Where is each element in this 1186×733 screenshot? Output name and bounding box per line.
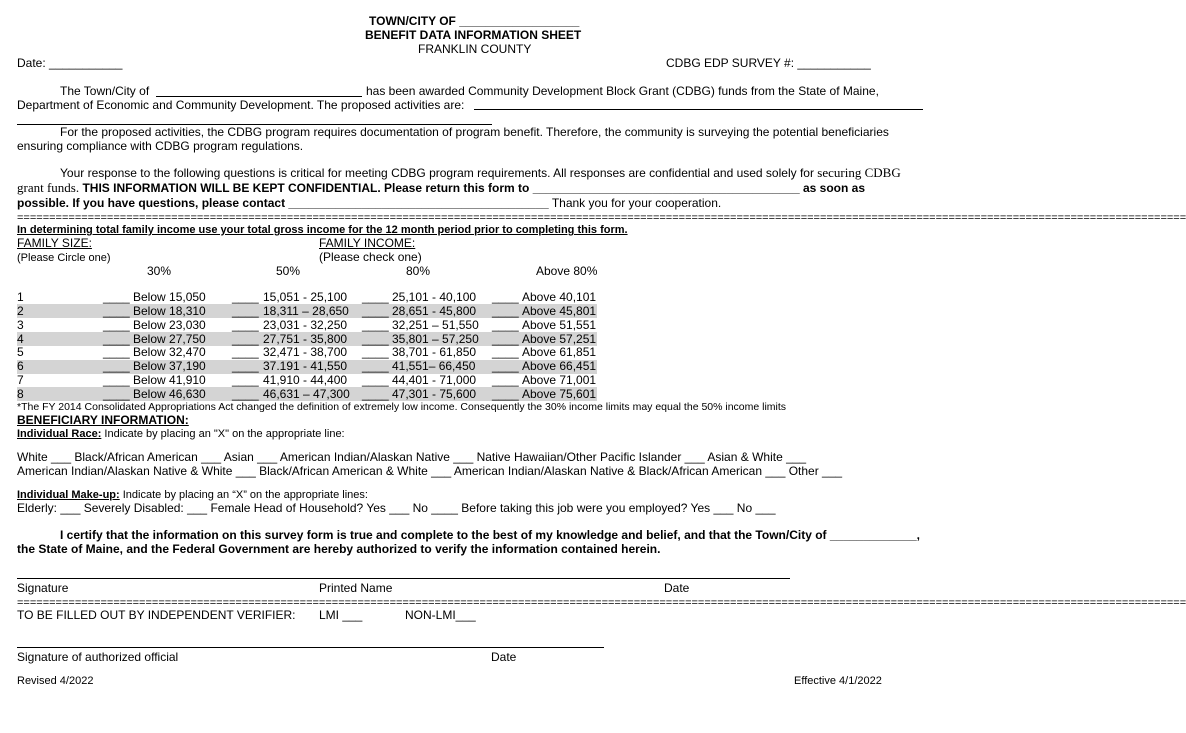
income-range-c50: 37.191 - 41,550 bbox=[263, 359, 348, 374]
effective-date: Effective 4/1/2022 bbox=[794, 675, 882, 687]
family-size-option[interactable]: 1 bbox=[17, 290, 24, 304]
beneficiary-title: BENEFICIARY INFORMATION: bbox=[17, 413, 189, 427]
income-range-above: Above 57,251 bbox=[522, 331, 597, 346]
makeup-header bbox=[17, 488, 368, 502]
para3-line1-serif: securing CDBG bbox=[817, 165, 901, 180]
income-range-c30: Below 18,310 bbox=[133, 303, 206, 318]
income-range-c30: Below 32,470 bbox=[133, 345, 206, 360]
income-range-c50: 46,631 – 47,300 bbox=[263, 386, 350, 401]
para1-start: The Town/City of bbox=[60, 84, 150, 98]
para1-mid: has been awarded Community Development Block Grant (CDBG) funds from the State of Maine, bbox=[366, 84, 879, 98]
race-instruction: Indicate by placing an "X" on the appropriate line: bbox=[104, 428, 345, 440]
income-range-above: Above 61,851 bbox=[522, 345, 597, 360]
signature-date-label: Date bbox=[664, 581, 690, 595]
income-checkbox-line[interactable]: ____ bbox=[103, 317, 130, 332]
family-size-option[interactable]: 7 bbox=[17, 373, 24, 388]
family-size-label: FAMILY SIZE: bbox=[17, 236, 92, 250]
separator-1: ====================================================================================================================================================================================== bbox=[17, 212, 1186, 224]
family-size-option[interactable]: 4 bbox=[17, 331, 24, 346]
income-range-c50: 23,031 - 32,250 bbox=[263, 317, 348, 332]
race-options-2[interactable]: American Indian/Alaskan Native & White ___ Black/African American & White ___ American Indian/Alaskan Native & Black/African American ___ Other ___ bbox=[17, 464, 843, 478]
income-checkbox-line[interactable]: ____ bbox=[492, 386, 519, 401]
income-checkbox-line[interactable]: ____ bbox=[103, 331, 130, 346]
income-checkbox-line[interactable]: ____ bbox=[362, 290, 389, 304]
family-size-option[interactable]: 5 bbox=[17, 345, 24, 360]
income-range-c80: 47,301 - 75,600 bbox=[392, 386, 477, 401]
income-range-above: Above 75,601 bbox=[522, 386, 597, 401]
income-range-c50: 15,051 - 25,100 bbox=[263, 290, 348, 304]
para1-line2: Department of Economic and Community Development. The proposed activities are: bbox=[17, 98, 465, 112]
income-range-c30: Below 41,910 bbox=[133, 373, 206, 388]
income-checkbox-line[interactable]: ____ bbox=[492, 290, 519, 304]
town-name-line[interactable] bbox=[156, 96, 362, 97]
income-checkbox-line[interactable]: ____ bbox=[103, 359, 130, 374]
family-size-option[interactable]: 2 bbox=[17, 303, 24, 318]
para3-line1-text: Your response to the following questions is critical for meeting CDBG program requirements. All responses are confidential and used solely for bbox=[60, 166, 814, 180]
income-range-above: Above 40,101 bbox=[522, 290, 597, 304]
para3-line2-serif: grant funds. bbox=[17, 180, 80, 195]
non-lmi-field[interactable]: NON-LMI___ bbox=[405, 608, 476, 622]
income-range-c50: 32,471 - 38,700 bbox=[263, 345, 348, 360]
race-header bbox=[17, 427, 345, 441]
income-checkbox-line[interactable]: ____ bbox=[232, 386, 259, 401]
para3-line2-bold: THIS INFORMATION WILL BE KEPT CONFIDENTIAL. Please return this form to ________________________________________ as soon as bbox=[82, 181, 866, 195]
income-range-c50: 18,311 – 28,650 bbox=[263, 303, 349, 318]
income-checkbox-line[interactable]: ____ bbox=[492, 359, 519, 374]
income-range-c50: 27,751 - 35,800 bbox=[263, 331, 348, 346]
para2-line2: ensuring compliance with CDBG program regulations. bbox=[17, 139, 304, 153]
income-checkbox-line[interactable]: ____ bbox=[103, 345, 130, 360]
makeup-options[interactable]: Elderly: ___ Severely Disabled: ___ Female Head of Household? Yes ___ No ____ Before taking this job were you employed? Yes ___ No ___ bbox=[17, 501, 776, 515]
income-checkbox-line[interactable]: ____ bbox=[492, 345, 519, 360]
income-checkbox-line[interactable]: ____ bbox=[232, 345, 259, 360]
income-checkbox-line[interactable]: ____ bbox=[362, 345, 389, 360]
col-header-30: 30% bbox=[147, 264, 172, 278]
income-range-above: Above 66,451 bbox=[522, 359, 597, 374]
header-title: BENEFIT DATA INFORMATION SHEET bbox=[365, 28, 582, 42]
income-checkbox-line[interactable]: ____ bbox=[232, 290, 259, 304]
income-instruction: In determining total family income use your total gross income for the 12 month period prior to completing this form. bbox=[17, 224, 628, 236]
family-size-note: (Please Circle one) bbox=[17, 252, 111, 264]
income-checkbox-line[interactable]: ____ bbox=[103, 303, 130, 318]
income-range-c80: 25,101 - 40,100 bbox=[392, 290, 477, 304]
para3-line3-normal: Thank you for your cooperation. bbox=[551, 196, 722, 210]
race-label: Individual Race: bbox=[17, 428, 102, 440]
verifier-label: TO BE FILLED OUT BY INDEPENDENT VERIFIER: bbox=[17, 608, 296, 622]
col-header-80: 80% bbox=[406, 264, 431, 278]
income-checkbox-line[interactable]: ____ bbox=[362, 386, 389, 401]
income-range-c80: 32,251 – 51,550 bbox=[392, 317, 479, 332]
para3-line3 bbox=[17, 196, 721, 210]
para3-line1 bbox=[60, 166, 901, 180]
income-checkbox-line[interactable]: ____ bbox=[232, 331, 259, 346]
income-range-c80: 44,401 - 71,000 bbox=[392, 373, 477, 388]
income-checkbox-line[interactable]: ____ bbox=[232, 317, 259, 332]
income-range-c80: 41,551– 66,450 bbox=[392, 359, 476, 374]
income-checkbox-line[interactable]: ____ bbox=[362, 317, 389, 332]
survey-number-field[interactable]: CDBG EDP SURVEY #: ___________ bbox=[666, 56, 871, 70]
income-checkbox-line[interactable]: ____ bbox=[232, 359, 259, 374]
income-range-c30: Below 37,190 bbox=[133, 359, 206, 374]
income-range-above: Above 71,001 bbox=[522, 373, 597, 388]
family-size-option[interactable]: 3 bbox=[17, 317, 24, 332]
income-checkbox-line[interactable]: ____ bbox=[362, 331, 389, 346]
income-checkbox-line[interactable]: ____ bbox=[492, 331, 519, 346]
income-footnote: *The FY 2014 Consolidated Appropriations Act changed the definition of extremely low income. Consequently the 30% income limits may equal the 50% income limits bbox=[17, 401, 787, 413]
makeup-label: Individual Make-up: bbox=[17, 489, 120, 501]
income-range-c80: 35,801 – 57,250 bbox=[392, 331, 479, 346]
certify-line2: the State of Maine, and the Federal Government are hereby authorized to verify the information contained herein. bbox=[17, 542, 661, 556]
lmi-field[interactable]: LMI ___ bbox=[319, 608, 363, 622]
signature-label: Signature bbox=[17, 581, 69, 595]
col-header-50: 50% bbox=[276, 264, 301, 278]
income-checkbox-line[interactable]: ____ bbox=[492, 303, 519, 318]
income-range-above: Above 45,801 bbox=[522, 303, 597, 318]
official-signature-label: Signature of authorized official bbox=[17, 650, 179, 664]
family-size-option[interactable]: 8 bbox=[17, 386, 24, 401]
income-range-c30: Below 23,030 bbox=[133, 317, 206, 332]
para3-line3-bold: possible. If you have questions, please contact _______________________________________ bbox=[17, 196, 549, 210]
para3-line2 bbox=[17, 181, 865, 195]
separator-2: ====================================================================================================================================================================================== bbox=[17, 597, 1186, 609]
income-range-c30: Below 15,050 bbox=[133, 290, 206, 304]
race-options-1[interactable]: White ___ Black/African American ___ Asian ___ American Indian/Alaskan Native ___ Native Hawaiian/Other Pacific Islander ___ Asian & White ___ bbox=[17, 450, 807, 464]
header-county: FRANKLIN COUNTY bbox=[418, 42, 532, 56]
header-town-city: TOWN/CITY OF __________________ bbox=[369, 14, 580, 28]
income-checkbox-line[interactable]: ____ bbox=[362, 373, 389, 388]
income-checkbox-line[interactable]: ____ bbox=[103, 373, 130, 388]
signature-line[interactable] bbox=[17, 578, 790, 579]
income-range-c80: 28,651 - 45,800 bbox=[392, 303, 477, 318]
official-date-label: Date bbox=[491, 650, 517, 664]
income-checkbox-line[interactable]: ____ bbox=[232, 303, 259, 318]
income-range-c80: 38,701 - 61,850 bbox=[392, 345, 477, 360]
income-range-c50: 41,910 - 44,400 bbox=[263, 373, 348, 388]
income-checkbox-line[interactable]: ____ bbox=[362, 359, 389, 374]
official-signature-line[interactable] bbox=[17, 647, 604, 648]
income-checkbox-line[interactable]: ____ bbox=[103, 290, 130, 304]
date-field[interactable]: Date: ___________ bbox=[17, 56, 123, 70]
family-size-option[interactable]: 6 bbox=[17, 359, 24, 374]
revised-date: Revised 4/2022 bbox=[17, 675, 94, 687]
income-checkbox-line[interactable]: ____ bbox=[103, 386, 130, 401]
printed-name-label: Printed Name bbox=[319, 581, 393, 595]
family-income-label: FAMILY INCOME: bbox=[319, 236, 416, 250]
family-income-note: (Please check one) bbox=[319, 250, 422, 264]
income-range-c30: Below 27,750 bbox=[133, 331, 206, 346]
income-range-c30: Below 46,630 bbox=[133, 386, 206, 401]
income-checkbox-line[interactable]: ____ bbox=[232, 373, 259, 388]
income-range-above: Above 51,551 bbox=[522, 317, 597, 332]
activities-line[interactable] bbox=[474, 109, 923, 110]
makeup-instruction: Indicate by placing an “X” on the appropriate lines: bbox=[122, 489, 368, 501]
income-checkbox-line[interactable]: ____ bbox=[362, 303, 389, 318]
para2-line1: For the proposed activities, the CDBG program requires documentation of program benefit. Therefore, the community is surveying the potential beneficiaries bbox=[60, 125, 889, 139]
certify-line1: I certify that the information on this survey form is true and complete to the best of my knowledge and belief, and that the Town/City of _____________, bbox=[60, 528, 920, 542]
income-checkbox-line[interactable]: ____ bbox=[492, 317, 519, 332]
col-header-above80: Above 80% bbox=[536, 264, 598, 278]
income-checkbox-line[interactable]: ____ bbox=[492, 373, 519, 388]
